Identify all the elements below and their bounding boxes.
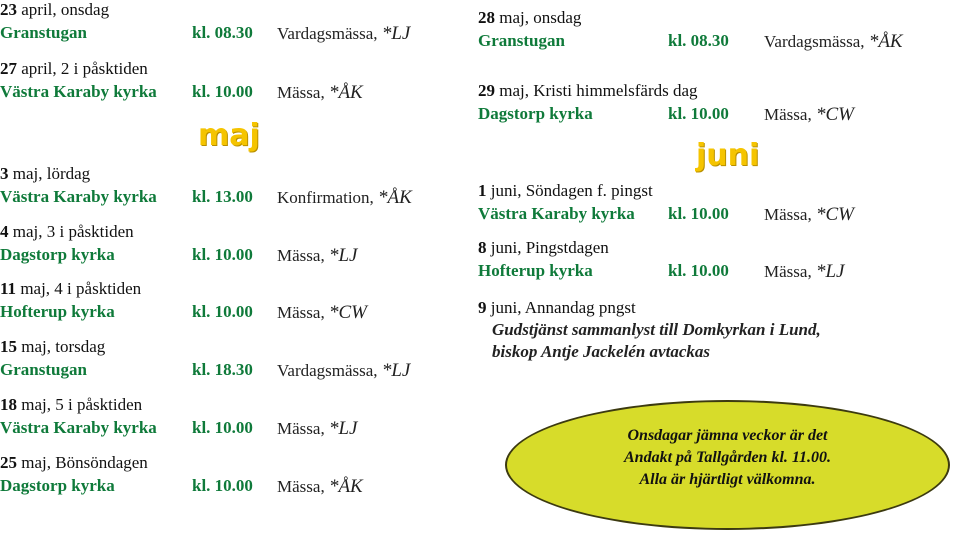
entry-time: kl. 10.00 [192,418,253,437]
entry-service [277,82,363,104]
schedule-entry [0,279,367,325]
entry-location: Dagstorp kyrka [0,245,115,264]
entry-date [0,279,141,299]
entry-service [764,104,854,126]
entry-time: kl. 08.30 [192,23,253,42]
entry-service [277,187,412,209]
entry-details [0,79,363,105]
schedule-entry [0,222,358,268]
entry-date [0,222,134,242]
date-text: maj, lördag [8,164,91,183]
entry-date [478,181,653,201]
service-name: Vardagsmässa, [277,361,382,380]
schedule-entry [0,395,358,441]
date-text: juni, Söndagen f. pingst [486,181,653,200]
notice-line-2: Andakt på Tallgården kl. 11.00. [624,449,831,466]
entry-date [478,8,581,28]
schedule-entry [478,181,854,227]
celebrant: *CW [815,104,854,125]
entry-location: Västra Karaby kyrka [0,187,157,206]
entry-details [478,201,854,227]
entry-date [0,453,148,473]
date-number: 8 [478,238,487,257]
date-number: 4 [0,222,9,241]
date-text: juni, Pingstdagen [486,238,609,257]
entry-time: kl. 10.00 [192,302,253,321]
schedule-entry [478,8,903,54]
special-note-line-2: biskop Antje Jackelén avtackas [492,342,710,361]
entry-location: Dagstorp kyrka [0,476,115,495]
service-name: Mässa, [277,303,329,322]
service-name: Vardagsmässa, [764,32,869,51]
date-text: maj, 5 i påsktiden [17,395,143,414]
celebrant: *LJ [815,261,845,282]
celebrant: *ÅK [378,187,412,208]
service-name: Konfirmation, [277,188,379,207]
celebrant: *LJ [381,360,411,381]
entry-details [0,20,411,46]
schedule-entry [0,59,363,105]
entry-date [0,395,142,415]
service-name: Mässa, [277,477,329,496]
date-number: 28 [478,8,495,27]
date-number: 1 [478,181,487,200]
entry-location: Hofterup kyrka [0,302,115,321]
date-text: maj, onsdag [495,8,582,27]
schedule-entry [0,0,411,46]
date-number: 9 [478,298,487,317]
schedule-entry [478,238,845,284]
entry-date [0,164,90,184]
entry-date [0,0,109,20]
entry-time: kl. 10.00 [668,204,729,223]
schedule-entry [478,81,854,127]
entry-time: kl. 10.00 [192,476,253,495]
entry-time: kl. 10.00 [668,261,729,280]
entry-service [277,302,367,324]
celebrant: *ÅK [328,82,363,103]
entry-time: kl. 10.00 [192,245,253,264]
date-number: 15 [0,337,17,356]
andakt-notice-oval [505,400,950,530]
entry-details [0,357,411,383]
celebrant: *LJ [328,245,358,266]
date-text: maj, Kristi himmelsfärds dag [495,81,698,100]
entry-date [0,59,148,79]
entry-service [764,261,844,283]
service-name: Mässa, [277,83,329,102]
entry-service [277,23,410,45]
notice-line-1: Onsdagar jämna veckor är det [627,427,828,444]
entry-service [277,418,357,440]
date-number: 18 [0,395,17,414]
special-entry [478,298,636,318]
celebrant: *ÅK [328,476,363,497]
special-note-line-1: Gudstjänst sammanlyst till Domkyrkan i Lund, [492,320,821,339]
date-text: maj, 3 i påsktiden [8,222,134,241]
service-name: Mässa, [764,105,816,124]
entry-service [277,360,410,382]
entry-date [478,81,698,101]
entry-time: kl. 18.30 [192,360,253,379]
service-name: Vardagsmässa, [277,24,382,43]
celebrant: *ÅK [868,31,903,52]
date-number: 3 [0,164,9,183]
entry-location: Västra Karaby kyrka [478,204,635,223]
entry-location: Granstugan [0,23,87,42]
date-text: maj, Bönsöndagen [17,453,148,472]
entry-service [277,245,357,267]
date-number: 27 [0,59,17,78]
service-name: Mässa, [764,262,816,281]
entry-details [478,28,903,54]
month-heading-juni: juni [696,138,760,173]
date-number: 25 [0,453,17,472]
entry-date [0,337,105,357]
date-number: 23 [0,0,17,19]
entry-details [0,473,363,499]
date-text: april, onsdag [17,0,110,19]
entry-time: kl. 10.00 [192,82,253,101]
entry-location: Västra Karaby kyrka [0,82,157,101]
schedule-entry [0,337,411,383]
entry-details [478,258,845,284]
date-text: april, 2 i påsktiden [17,59,148,78]
schedule-entry [0,164,412,210]
service-name: Mässa, [277,246,329,265]
service-name: Mässa, [277,419,329,438]
entry-details [0,299,367,325]
notice-line-3: Alla är hjärtligt välkomna. [639,471,816,488]
entry-time: kl. 13.00 [192,187,253,206]
schedule-left-column [0,0,470,535]
month-heading-maj: maj [198,118,260,153]
entry-time: kl. 08.30 [668,31,729,50]
entry-date [478,298,636,318]
entry-service [764,31,903,53]
entry-location: Dagstorp kyrka [478,104,593,123]
entry-details [0,184,412,210]
entry-service [764,204,854,226]
celebrant: *CW [328,302,367,323]
entry-service [277,476,363,498]
entry-date [478,238,609,258]
entry-details [0,415,358,441]
celebrant: *LJ [381,23,411,44]
entry-details [0,242,358,268]
date-text: maj, torsdag [17,337,106,356]
date-number: 29 [478,81,495,100]
service-name: Mässa, [764,205,816,224]
entry-location: Granstugan [0,360,87,379]
celebrant: *LJ [328,418,358,439]
date-text: juni, Annandag pngst [486,298,636,317]
date-text: maj, 4 i påsktiden [16,279,142,298]
entry-location: Granstugan [478,31,565,50]
entry-location: Hofterup kyrka [478,261,593,280]
entry-time: kl. 10.00 [668,104,729,123]
celebrant: *CW [815,204,854,225]
entry-details [478,101,854,127]
schedule-entry [0,453,363,499]
entry-location: Västra Karaby kyrka [0,418,157,437]
date-number: 11 [0,279,17,298]
